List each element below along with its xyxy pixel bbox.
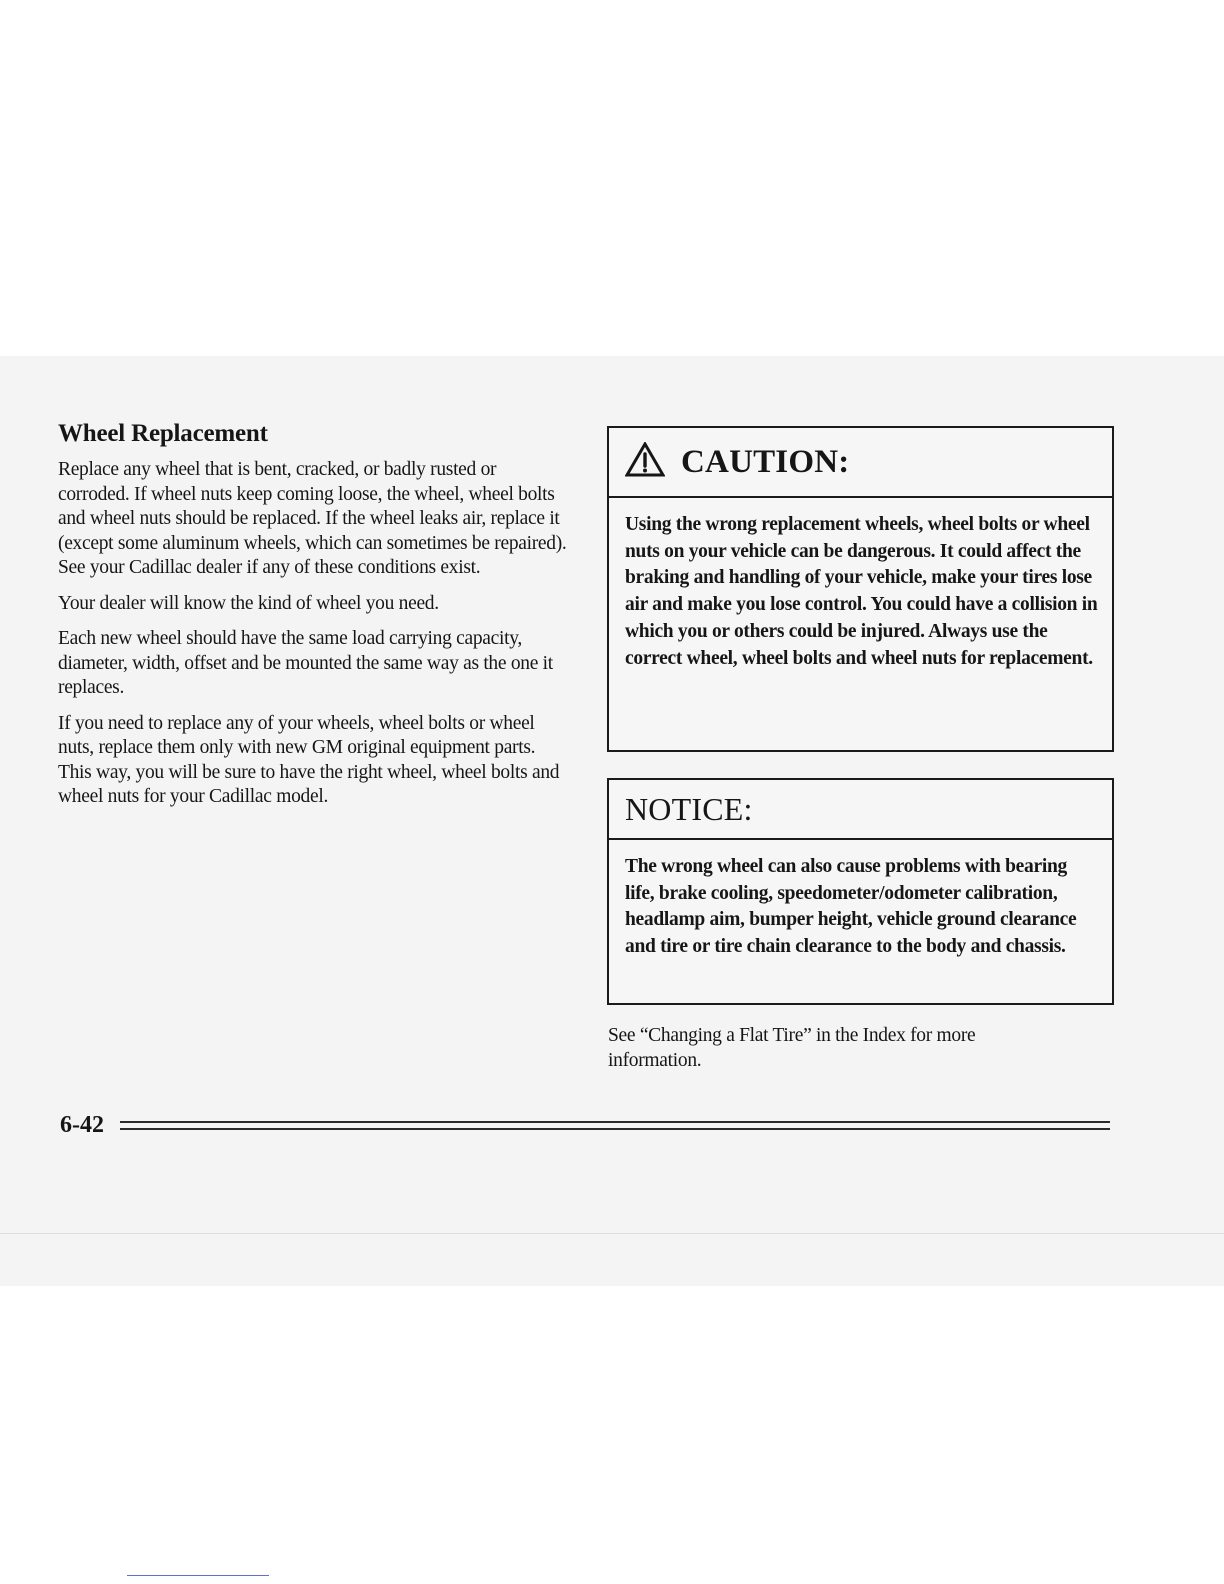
notice-header	[609, 780, 1112, 840]
paragraph: Your dealer will know the kind of wheel you need.	[58, 592, 439, 614]
caution-heading: CAUTION:	[681, 443, 850, 480]
paragraph: Replace any wheel that is bent, cracked, or badly rusted or corroded. If wheel nuts keep coming loose, the wheel, wheel bolts and wheel nuts should be replaced. If the wheel leaks air, replace it (except some aluminum wheels, which can sometimes be repaired). See your Cadillac dealer if any of these conditions exist.	[58, 459, 567, 578]
page-number: 6-42	[60, 1112, 104, 1138]
warning-triangle-icon	[625, 442, 665, 478]
paragraph: If you need to replace any of your wheels, wheel bolts or wheel nuts, replace them only with new GM original equipment parts. This way, you will be sure to have the right wheel, wheel bolts and wheel nuts for your Cadillac model.	[58, 712, 560, 807]
section-title: Wheel Replacement	[58, 420, 268, 447]
caution-text: Using the wrong replacement wheels, wheel bolts or wheel nuts on your vehicle can be dangerous. It could affect the braking and handling of your vehicle, make your tires lose air and make you lose control. You could have a collision in which you or others could be injured. Always use the correct wheel, wheel bolts and wheel nuts for replacement.	[625, 514, 1098, 669]
notice-text: The wrong wheel can also cause problems with bearing life, brake cooling, speedometer/odometer calibration, headlamp aim, bumper height, vehicle ground clearance and tire or tire chain clearance to the body and chassis.	[625, 856, 1077, 958]
caution-header	[609, 428, 1112, 498]
notice-heading: NOTICE:	[625, 790, 753, 827]
link-underline	[127, 1575, 269, 1576]
scan-edge-line	[0, 1233, 1224, 1234]
wheel-replacement-section	[58, 420, 568, 821]
footer-rule	[120, 1121, 1110, 1123]
notice-box	[607, 778, 1114, 1005]
see-also-text: See “Changing a Flat Tire” in the Index for more information.	[608, 1025, 976, 1071]
caution-box	[607, 426, 1114, 752]
paragraph: Each new wheel should have the same load carrying capacity, diameter, width, offset and be mounted the same way as the one it replaces.	[58, 628, 553, 698]
footer-rule	[120, 1128, 1110, 1130]
